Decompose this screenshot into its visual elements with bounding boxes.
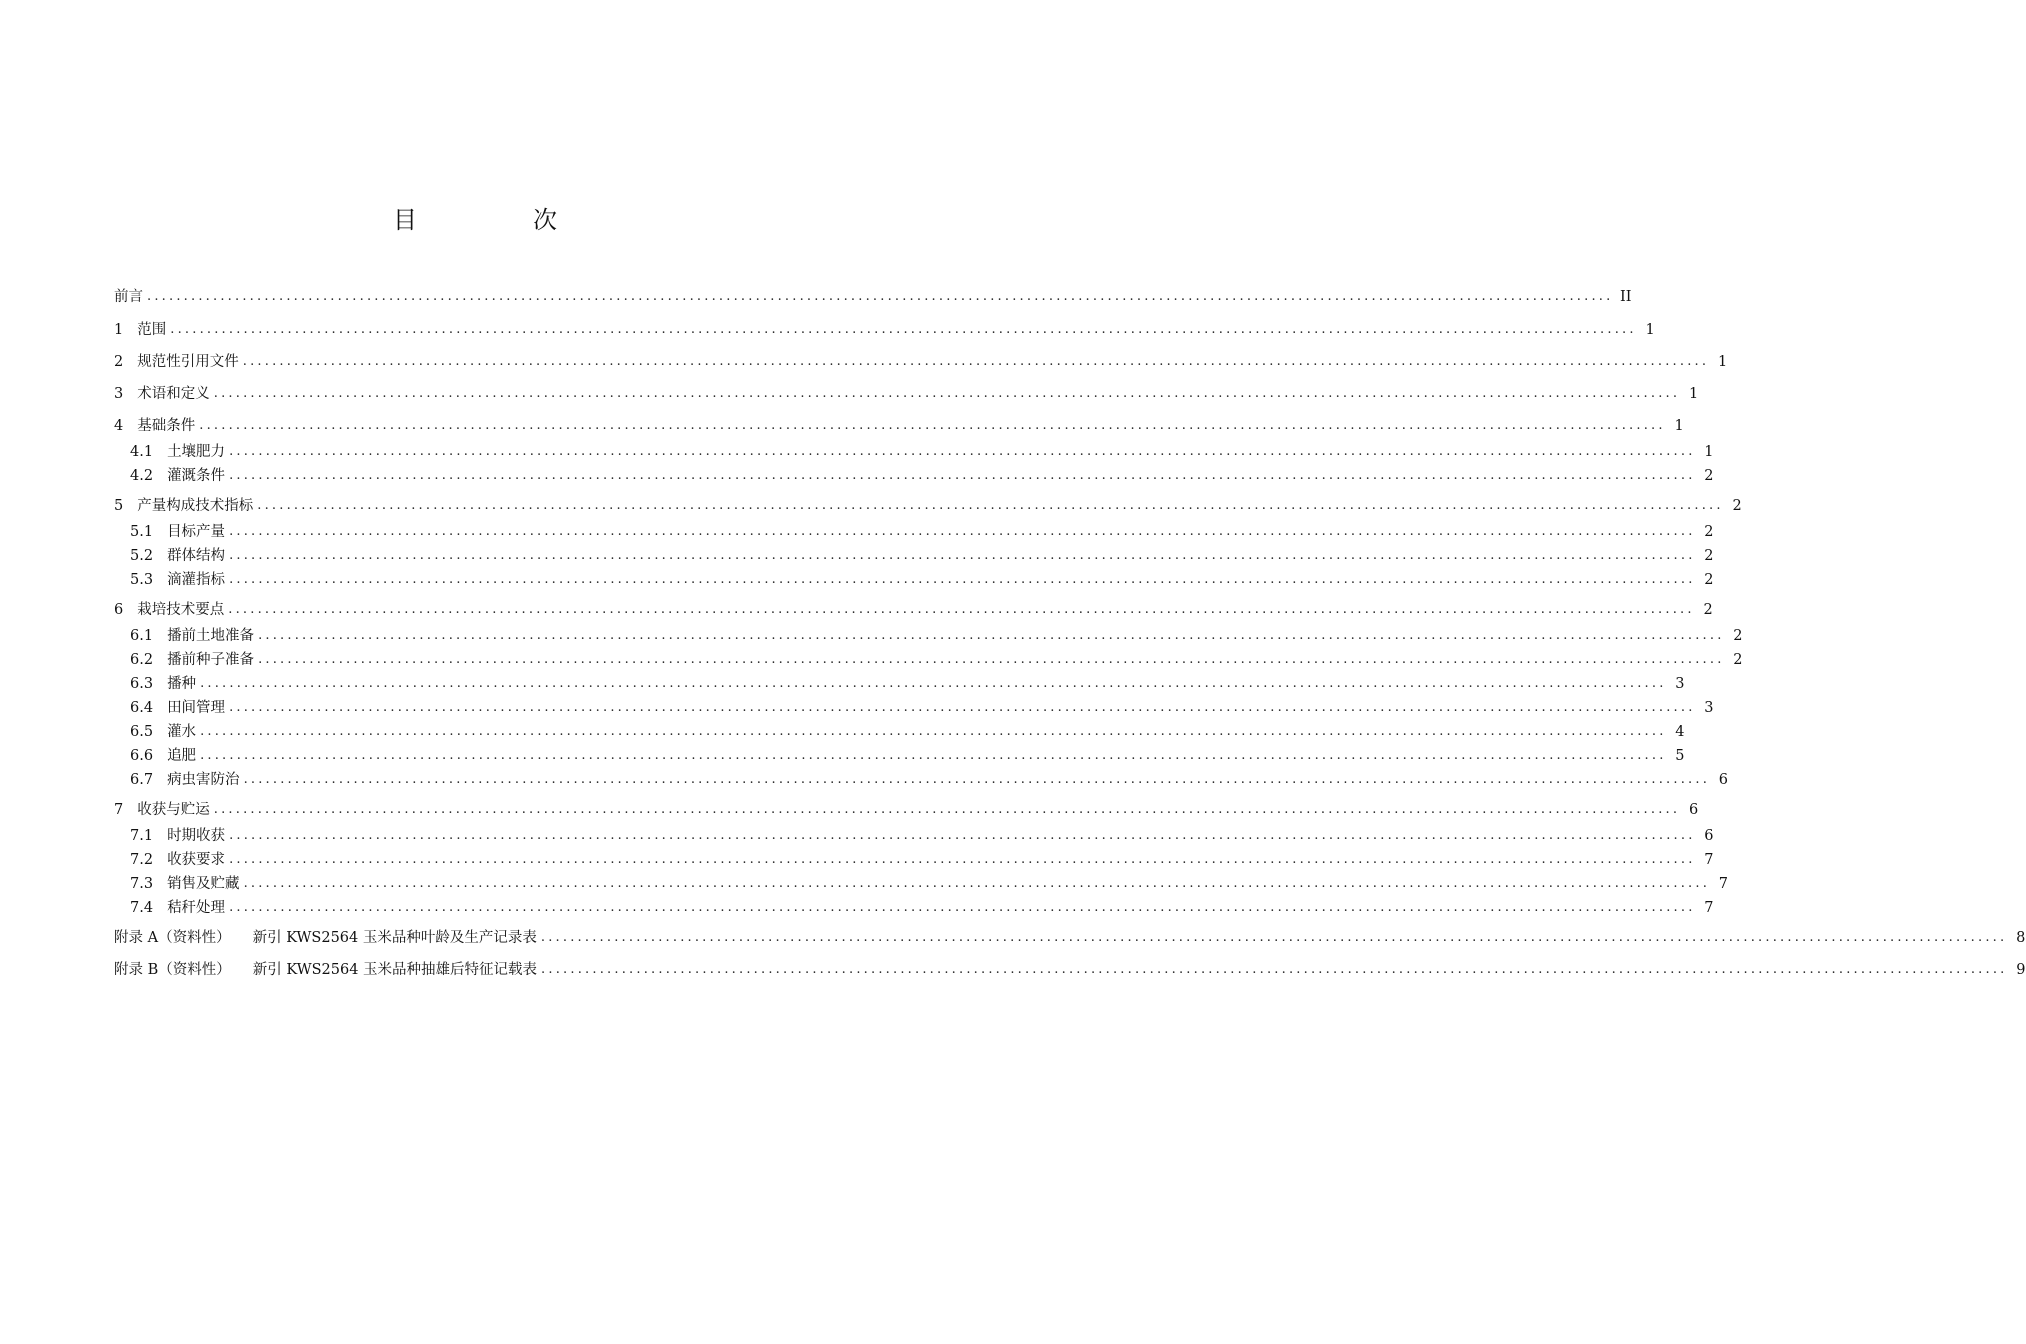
- toc-entry[interactable]: [130, 673, 1685, 695]
- toc-entry-label: 新引 KWS2564 玉米品种抽雄后特征记载表: [252, 962, 538, 978]
- toc-entry-number: 7: [114, 802, 124, 818]
- toc-leader-dots: ........................................................................................................................................................................................................: [242, 354, 1710, 369]
- page-title: 目 次: [393, 206, 603, 234]
- toc-entry[interactable]: [114, 415, 1684, 437]
- toc-leader-dots: ........................................................................................................................................................................................................: [229, 852, 1696, 867]
- toc-entry-label: 滴灌指标: [167, 572, 226, 588]
- toc-entry-page: 1: [1717, 354, 1728, 370]
- toc-entry[interactable]: [114, 383, 1699, 405]
- toc-entry[interactable]: [114, 351, 1728, 373]
- toc-entry-page: 9: [2016, 962, 2026, 978]
- toc-entry-page: 4: [1675, 724, 1685, 740]
- toc-entry-page: 2: [1704, 548, 1714, 564]
- toc-entry-label: 播前土地准备: [167, 628, 255, 644]
- toc-entry-page: 2: [1732, 498, 1742, 514]
- toc-leader-dots: ........................................................................................................................................................................................................: [540, 930, 2008, 945]
- toc-leader-dots: ........................................................................................................................................................................................................: [229, 524, 1696, 539]
- toc-entry[interactable]: [130, 745, 1685, 767]
- toc-entry-page: 1: [1704, 444, 1714, 460]
- toc-entry[interactable]: [114, 959, 2026, 981]
- toc-entry-label: 收获要求: [167, 852, 226, 868]
- toc-entry-label: 追肥: [167, 748, 197, 764]
- toc-leader-dots: ........................................................................................................................................................................................................: [199, 418, 1666, 433]
- toc-entry[interactable]: [114, 927, 2026, 949]
- toc-entry-number: 4: [114, 418, 124, 434]
- toc-entry-page: 7: [1718, 876, 1729, 892]
- toc-leader-dots: ........................................................................................................................................................................................................: [200, 748, 1667, 763]
- toc-entry-number: 1: [114, 322, 124, 338]
- toc-entry-label: 收获与贮运: [137, 802, 210, 818]
- toc-leader-dots: ........................................................................................................................................................................................................: [229, 900, 1696, 915]
- toc-entry-label: 田间管理: [167, 700, 226, 716]
- toc-entry-page: 7: [1704, 852, 1714, 868]
- toc-entry-page: 6: [1688, 802, 1699, 818]
- toc-entry-number: 3: [114, 386, 124, 402]
- toc-leader-dots: ........................................................................................................................................................................................................: [229, 700, 1696, 715]
- toc-entry-label: 新引 KWS2564 玉米品种叶龄及生产记录表: [252, 930, 537, 946]
- toc-entry-label: 产量构成技术指标: [137, 498, 254, 514]
- toc-entry[interactable]: [130, 769, 1729, 791]
- toc-entry-label: 灌水: [167, 724, 197, 740]
- toc-entry-number: 4.2: [130, 468, 154, 484]
- toc-leader-dots: ........................................................................................................................................................................................................: [213, 802, 1681, 817]
- toc-entry[interactable]: [130, 521, 1714, 543]
- toc-entry-page: 2: [1704, 524, 1714, 540]
- toc-leader-dots: ........................................................................................................................................................................................................: [243, 772, 1711, 787]
- toc-leader-dots: ........................................................................................................................................................................................................: [229, 572, 1696, 587]
- toc-entry-number: 7.1: [130, 828, 154, 844]
- toc-leader-dots: ........................................................................................................................................................................................................: [170, 322, 1637, 337]
- toc-entry[interactable]: [114, 799, 1699, 821]
- toc-leader-dots: ........................................................................................................................................................................................................: [200, 676, 1667, 691]
- toc-entry-page: 1: [1688, 386, 1699, 402]
- toc-entry-page: 6: [1704, 828, 1714, 844]
- toc-entry-page: 2: [1733, 652, 1743, 668]
- toc-entry-page: 3: [1704, 700, 1714, 716]
- toc-entry-page: 2: [1703, 602, 1713, 618]
- toc-entry-number: 6.7: [130, 772, 154, 788]
- toc-entry[interactable]: [130, 545, 1714, 567]
- toc-leader-dots: ........................................................................................................................................................................................................: [147, 289, 1614, 304]
- toc-entry-label: 范围: [137, 322, 167, 338]
- toc-entry-number: 附录 A（资料性）: [114, 930, 231, 946]
- toc-entry-page: 7: [1704, 900, 1714, 916]
- toc-entry[interactable]: [130, 825, 1714, 847]
- toc-entry-page: 1: [1645, 322, 1655, 338]
- toc-entry-label: 基础条件: [137, 418, 196, 434]
- toc-leader-dots: ........................................................................................................................................................................................................: [541, 962, 2008, 977]
- toc-entry-number: 2: [114, 354, 124, 370]
- toc-entry-label: 规范性引用文件: [137, 354, 239, 370]
- toc-leader-dots: ........................................................................................................................................................................................................: [200, 724, 1667, 739]
- toc-leader-dots: ........................................................................................................................................................................................................: [229, 444, 1696, 459]
- toc-entry-number: 6.4: [130, 700, 154, 716]
- toc-entry-page: 2: [1704, 572, 1714, 588]
- toc-entry-label: 销售及贮藏: [167, 876, 240, 892]
- toc-entry-label: 播前种子准备: [167, 652, 255, 668]
- toc-entry-label: 灌溉条件: [167, 468, 226, 484]
- toc-entry-number: 7.4: [130, 900, 154, 916]
- toc-entry-number: 6.6: [130, 748, 154, 764]
- toc-entry-page: 2: [1733, 628, 1743, 644]
- toc-entry-label: 土壤肥力: [167, 444, 226, 460]
- toc-entry-label: 病虫害防治: [167, 772, 240, 788]
- toc-entry-label: 术语和定义: [137, 386, 210, 402]
- toc-entry-label: 播种: [167, 676, 197, 692]
- toc-entry-number: 6.1: [130, 628, 154, 644]
- toc-entry[interactable]: [130, 721, 1685, 743]
- toc-entry-label: 时期收获: [167, 828, 226, 844]
- toc-entry-page: 8: [2016, 930, 2026, 946]
- toc-entry[interactable]: [130, 465, 1714, 487]
- toc-entry-label: 前言: [114, 289, 143, 305]
- toc-entry-number: 4.1: [130, 444, 154, 460]
- toc-entry-number: 7.2: [130, 852, 154, 868]
- toc-entry-page: 3: [1675, 676, 1685, 692]
- toc-leader-dots: ........................................................................................................................................................................................................: [258, 652, 1725, 667]
- toc-entry-number: 6.2: [130, 652, 154, 668]
- toc-leader-dots: ........................................................................................................................................................................................................: [228, 602, 1695, 617]
- toc-entry-page: II: [1620, 289, 1632, 305]
- toc-entry[interactable]: [130, 625, 1743, 647]
- toc-entry-label: 秸秆处理: [167, 900, 226, 916]
- toc-entry-number: 6.3: [130, 676, 154, 692]
- toc-entry-number: 5.2: [130, 548, 154, 564]
- toc-leader-dots: ........................................................................................................................................................................................................: [229, 828, 1696, 843]
- toc-entry-page: 6: [1718, 772, 1729, 788]
- toc-leader-dots: ........................................................................................................................................................................................................: [229, 468, 1696, 483]
- toc-entry-number: 5.3: [130, 572, 154, 588]
- toc-entry-number: 6: [114, 602, 124, 618]
- toc-entry[interactable]: [114, 286, 1632, 308]
- toc-entry[interactable]: [114, 599, 1713, 621]
- toc-entry[interactable]: [130, 569, 1714, 591]
- toc-entry[interactable]: [130, 873, 1729, 895]
- toc-entry-label: 栽培技术要点: [137, 602, 225, 618]
- toc-entry-number: 6.5: [130, 724, 154, 740]
- toc-entry-number: 5.1: [130, 524, 154, 540]
- toc-entry-number: 附录 B（资料性）: [114, 962, 231, 978]
- toc-entry-label: 群体结构: [167, 548, 226, 564]
- toc-leader-dots: ........................................................................................................................................................................................................: [258, 628, 1725, 643]
- toc-entry[interactable]: [130, 897, 1714, 919]
- toc-entry-number: 5: [114, 498, 124, 514]
- toc-leader-dots: ........................................................................................................................................................................................................: [257, 498, 1724, 513]
- toc-entry-label: 目标产量: [167, 524, 226, 540]
- toc-entry-page: 5: [1675, 748, 1685, 764]
- toc-entry[interactable]: [130, 849, 1714, 871]
- toc-entry[interactable]: [114, 319, 1655, 341]
- toc-leader-dots: ........................................................................................................................................................................................................: [229, 548, 1696, 563]
- toc-leader-dots: ........................................................................................................................................................................................................: [213, 386, 1681, 401]
- toc-entry[interactable]: [114, 495, 1742, 517]
- toc-entry[interactable]: [130, 441, 1714, 463]
- toc-entry-page: 2: [1704, 468, 1714, 484]
- toc-entry[interactable]: [130, 697, 1714, 719]
- toc-entry-number: 7.3: [130, 876, 154, 892]
- toc-entry[interactable]: [130, 649, 1743, 671]
- toc-leader-dots: ........................................................................................................................................................................................................: [243, 876, 1711, 891]
- toc-entry-page: 1: [1674, 418, 1684, 434]
